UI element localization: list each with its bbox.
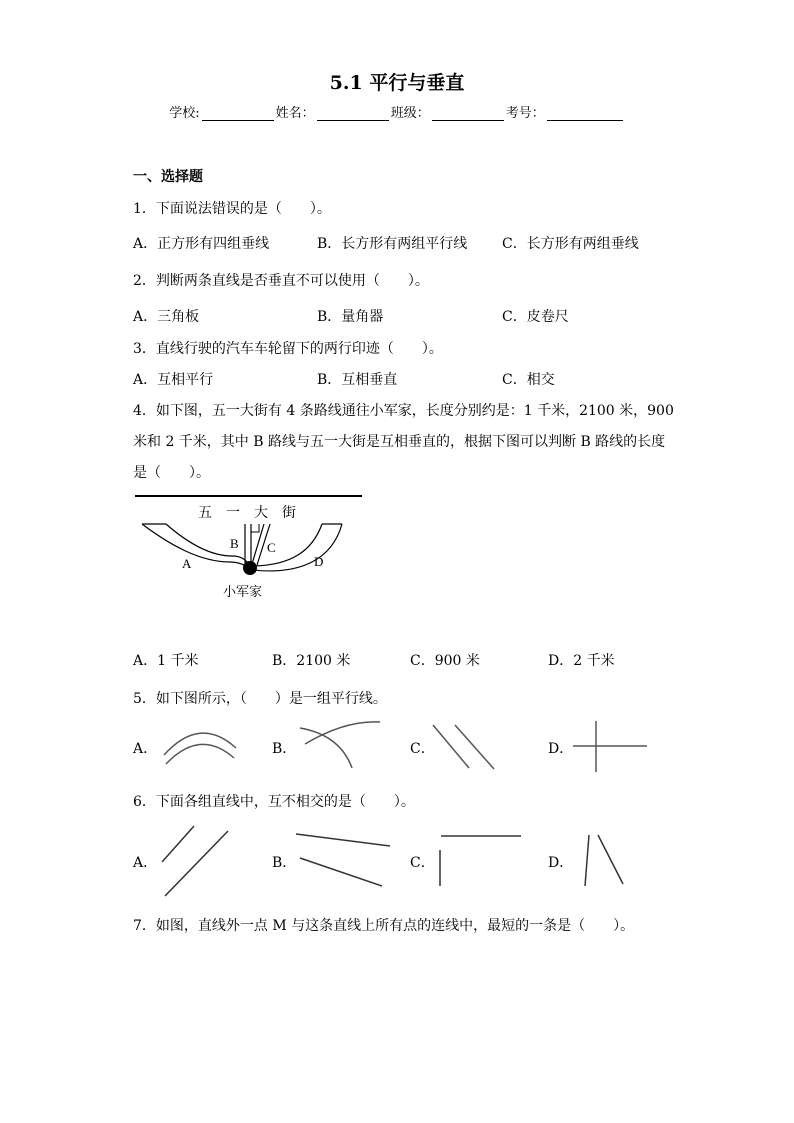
q6-figure-b <box>296 834 390 886</box>
question-4-line-3: 是（ ）。 <box>133 465 210 481</box>
q1-option-a[interactable]: A．正方形有四组垂线 <box>133 236 270 252</box>
label-home: 小军家 <box>223 584 263 599</box>
q3-option-a[interactable]: A．互相平行 <box>133 372 214 388</box>
q3-option-c[interactable]: C．相交 <box>502 372 555 388</box>
q4-option-d[interactable]: D．2 千米 <box>548 653 615 669</box>
number-label: 考号： <box>505 106 545 121</box>
question-2: 2．判断两条直线是否垂直不可以使用（ ）。 <box>133 273 429 289</box>
q6-figure-d <box>585 835 623 886</box>
class-label: 班级： <box>390 106 430 121</box>
q6-option-c[interactable]: C． <box>410 855 435 871</box>
question-4-line-2: 米和 2 千米，其中 B 路线与五一大街是互相垂直的，根据下图可以判断 B 路线的长度 <box>133 434 666 450</box>
label-route-a: A <box>182 556 192 571</box>
q1-option-c[interactable]: C．长方形有两组垂线 <box>502 236 639 252</box>
q5-option-a[interactable]: A． <box>133 741 158 757</box>
question-6: 6．下面各组直线中，互不相交的是（ ）。 <box>133 794 415 810</box>
q2-option-a[interactable]: A．三角板 <box>133 309 200 325</box>
q6-option-a[interactable]: A． <box>133 855 158 871</box>
question-7: 7．如图，直线外一点 M 与这条直线上所有点的连线中，最短的一条是（ ）。 <box>133 918 635 934</box>
q6-figure-c <box>440 836 521 886</box>
question-4-line-1: 4．如下图，五一大街有 4 条路线通往小军家，长度分别约是：1 千米，2100 米，900 <box>133 403 674 419</box>
q5-option-d[interactable]: D． <box>548 741 574 757</box>
q5-option-b[interactable]: B． <box>272 741 297 757</box>
label-route-c: C <box>267 540 276 555</box>
label-route-d: D <box>314 554 324 569</box>
q1-option-b[interactable]: B．长方形有两组平行线 <box>317 236 468 252</box>
q2-option-c[interactable]: C．皮卷尺 <box>502 309 569 325</box>
question-3: 3．直线行驶的汽车车轮留下的两行印迹（ ）。 <box>133 341 443 357</box>
q6-option-d[interactable]: D． <box>548 855 574 871</box>
street-label: 五 一 大 街 <box>198 506 296 521</box>
label-route-b: B <box>230 536 239 551</box>
school-label: 学校: <box>169 106 200 121</box>
section-heading: 一、选择题 <box>133 169 203 185</box>
q4-option-c[interactable]: C．900 米 <box>410 653 480 669</box>
q6-option-b[interactable]: B． <box>272 855 297 871</box>
q5-option-c[interactable]: C． <box>410 741 435 757</box>
q6-figure-a <box>162 826 228 896</box>
q4-option-b[interactable]: B．2100 米 <box>272 653 351 669</box>
q3-option-b[interactable]: B．互相垂直 <box>317 372 398 388</box>
q2-option-b[interactable]: B．量角器 <box>317 309 384 325</box>
page-title: 5.1 平行与垂直 <box>329 72 465 94</box>
name-label: 姓名： <box>275 106 315 121</box>
q4-option-a[interactable]: A．1 千米 <box>133 653 199 669</box>
question-5: 5．如下图所示，（ ）是一组平行线。 <box>133 691 387 707</box>
question-1: 1．下面说法错误的是（ ）。 <box>133 201 331 217</box>
